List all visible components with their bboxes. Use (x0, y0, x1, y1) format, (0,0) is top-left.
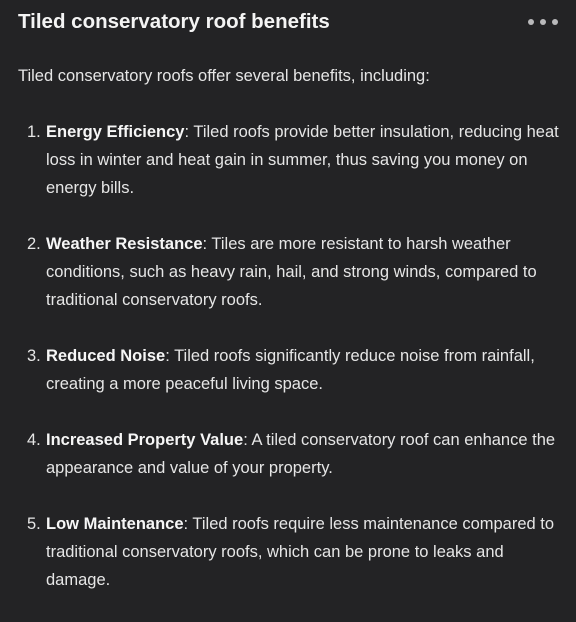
benefits-list (18, 118, 562, 594)
list-number: 4. (27, 431, 41, 449)
benefit-term: Weather Resistance (46, 235, 203, 253)
list-number: 5. (27, 515, 41, 533)
benefit-term: Energy Efficiency (46, 123, 185, 141)
list-number: 3. (27, 347, 41, 365)
benefit-description: : A tiled conservatory roof can enhance the appearance and value of your property. (46, 431, 556, 477)
list-item (18, 230, 562, 314)
benefit-description: : Tiled roofs require less maintenance compared to traditional conservatory roofs, which can be prone to leaks and damage. (46, 515, 555, 589)
list-number: 2. (27, 235, 41, 253)
list-number: 1. (27, 123, 41, 141)
header (18, 0, 558, 46)
benefit-description: : Tiled roofs significantly reduce noise from rainfall, creating a more peaceful living space. (46, 347, 535, 393)
more-options-button[interactable] (528, 10, 558, 34)
benefit-description: : Tiles are more resistant to harsh weather conditions, such as heavy rain, hail, and strong winds, compared to traditional conservatory roofs. (46, 235, 537, 309)
benefit-description: : Tiled roofs provide better insulation, reducing heat loss in winter and heat gain in summer, thus saving you money on energy bills. (46, 123, 559, 197)
message-content (18, 62, 562, 622)
more-horizontal-icon (528, 19, 534, 25)
list-item (18, 510, 562, 594)
benefit-term: Increased Property Value (46, 431, 244, 449)
list-item (18, 426, 562, 482)
intro-text: Tiled conservatory roofs offer several benefits, including: (18, 67, 430, 85)
more-horizontal-icon-dot (552, 19, 558, 25)
benefit-term: Reduced Noise (46, 347, 166, 365)
more-horizontal-icon-dot (540, 19, 546, 25)
list-item (18, 342, 562, 398)
benefit-term: Low Maintenance (46, 515, 184, 533)
list-item (18, 118, 562, 202)
page-title: Tiled conservatory roof benefits (18, 10, 330, 33)
